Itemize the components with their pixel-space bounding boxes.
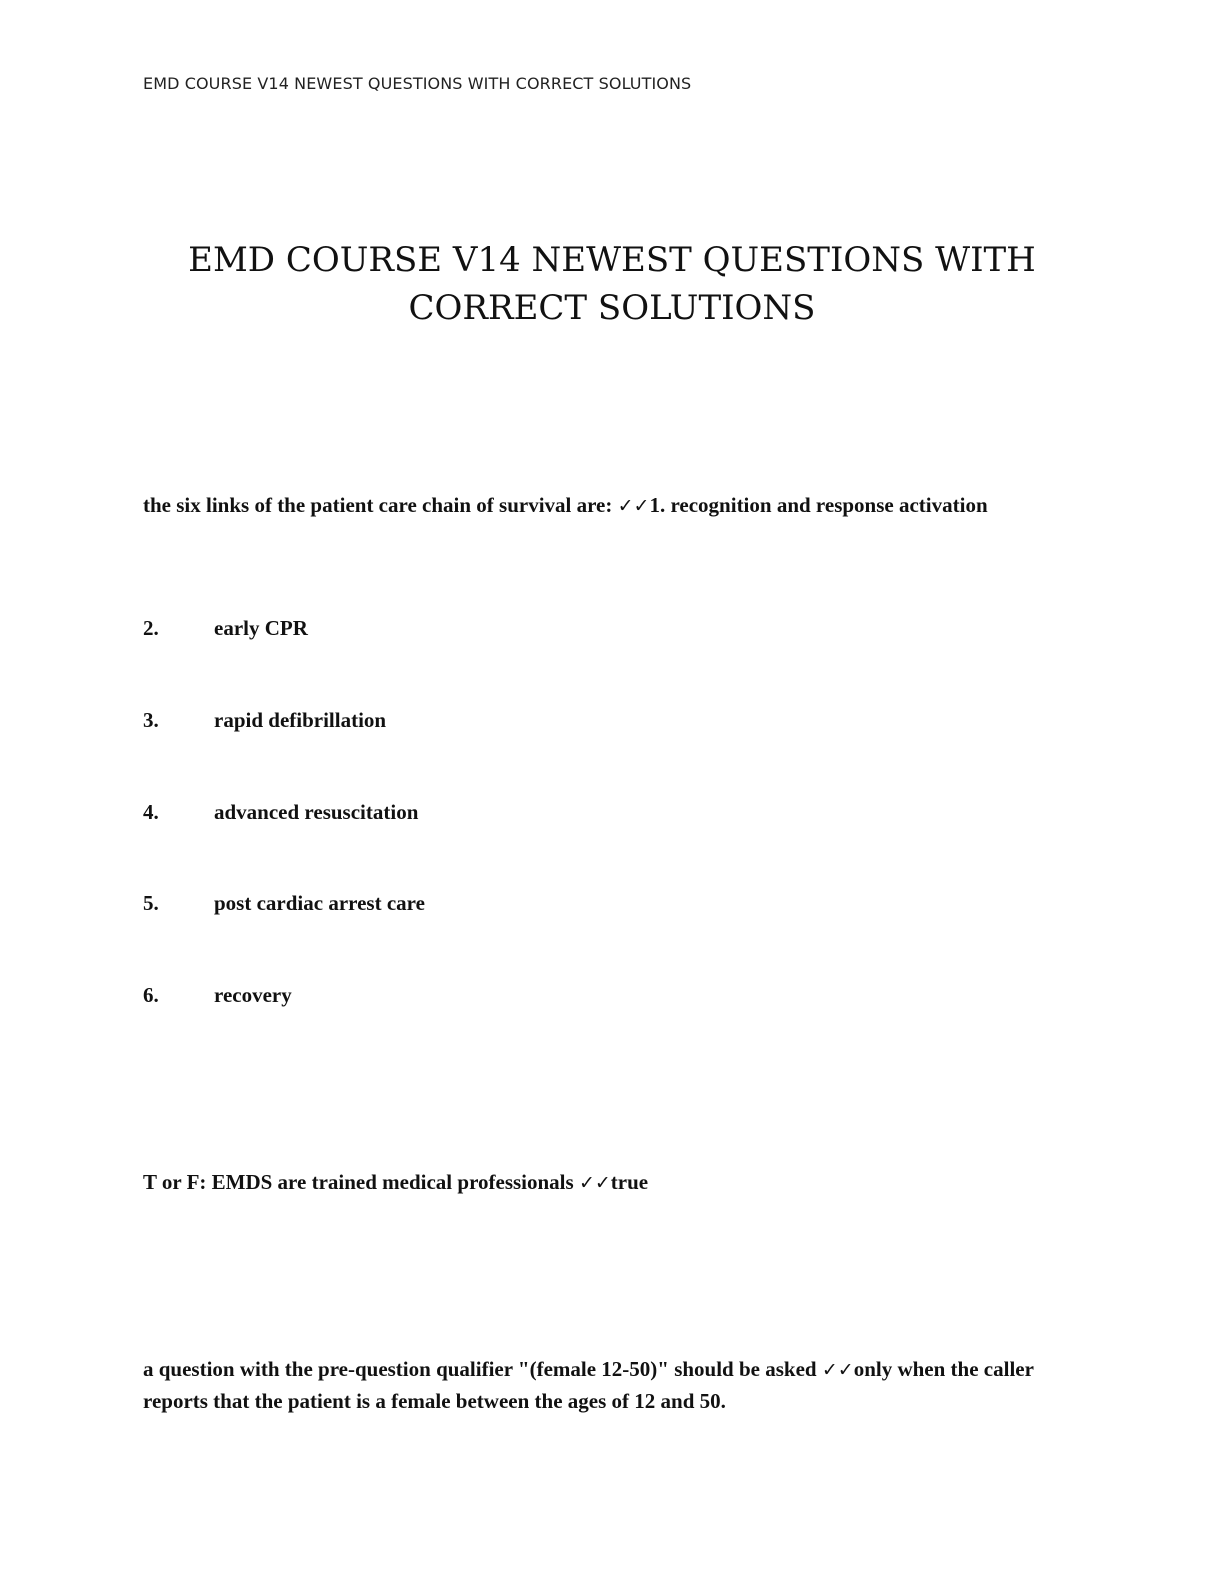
checkmark-icon: ✓✓ [578,1172,611,1194]
list-item-number: 5. [143,891,159,915]
list-item [143,613,308,644]
list-item-number: 2. [143,616,159,640]
document-title-line-1: EMD COURSE V14 NEWEST QUESTIONS WITH [188,240,1036,280]
list-item-text: post cardiac arrest care [214,891,425,915]
list-item [143,980,292,1011]
document-title-line-2: CORRECT SOLUTIONS [408,288,816,328]
question-text: the six links of the patient care chain of survival are: [143,493,613,517]
list-item-text: recovery [214,983,292,1007]
list-item-number: 3. [143,708,159,732]
qa-female-qualifier [143,1354,1073,1417]
qa-emds-trained [143,1167,1073,1199]
document-title [0,236,1224,332]
list-item-number: 4. [143,800,159,824]
list-item [143,797,418,828]
question-text: T or F: EMDS are trained medical professionals [143,1170,574,1194]
question-text: a question with the pre-question qualifier "(female 12-50)" should be asked [143,1357,817,1381]
checkmark-icon: ✓✓ [617,495,650,517]
answer-text: true [610,1170,649,1194]
answer-text: 1. recognition and response activation [649,493,988,517]
list-item-text: advanced resuscitation [214,800,419,824]
list-item [143,888,425,919]
answer-text: only when the caller reports that the patient is a female between the ages of 12 and 50. [143,1357,1034,1413]
list-item [143,705,386,736]
list-item-text: rapid defibrillation [214,708,387,732]
list-item-number: 6. [143,983,159,1007]
checkmark-icon: ✓✓ [821,1359,854,1381]
qa-chain-of-survival [143,490,1073,522]
page-header: EMD COURSE V14 NEWEST QUESTIONS WITH CORRECT SOLUTIONS [143,74,692,93]
list-item-text: early CPR [214,616,308,640]
